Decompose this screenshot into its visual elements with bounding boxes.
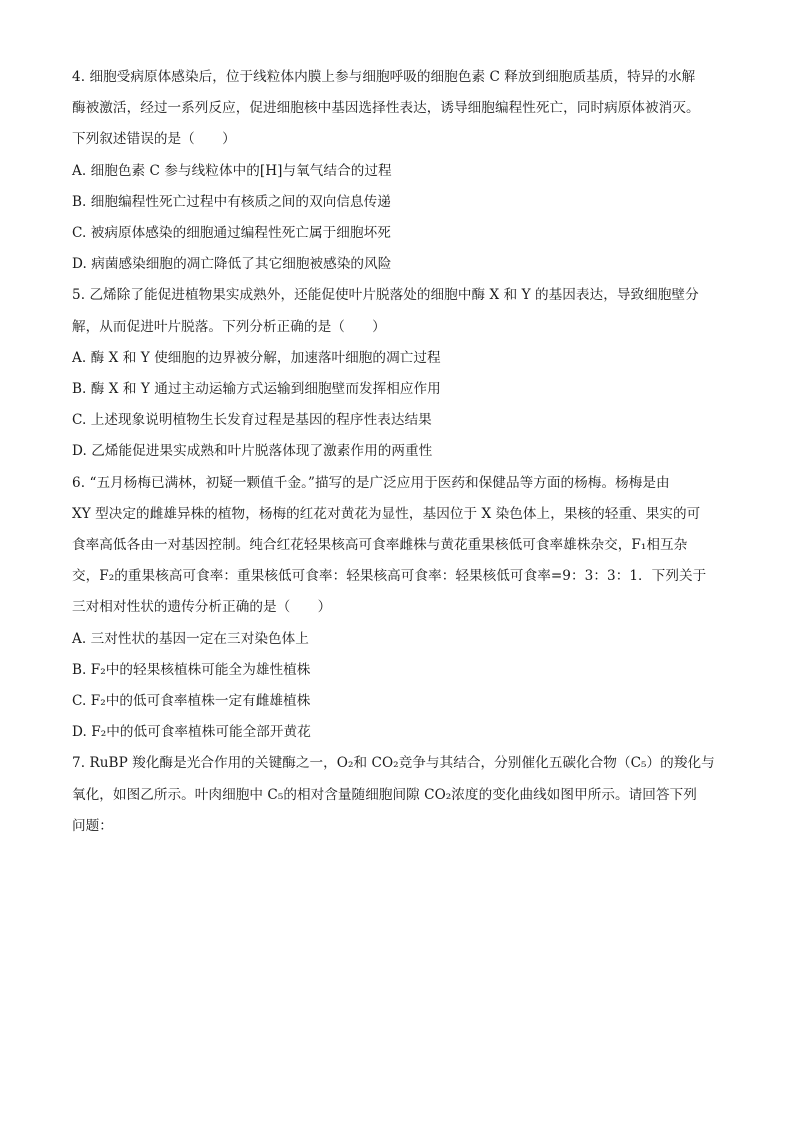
question-5-option-a: A. 酶 X 和 Y 使细胞的边界被分解，加速落叶细胞的凋亡过程 <box>72 349 441 366</box>
question-4-option-d: D. 病菌感染细胞的凋亡降低了其它细胞被感染的风险 <box>72 256 392 273</box>
question-6-option-d: D. F₂中的低可食率植株可能全部开黄花 <box>72 724 311 741</box>
question-7-stem-line-2: 氧化，如图乙所示。叶肉细胞中 C₅的相对含量随细胞间隙 CO₂浓度的变化曲线如图甲所示。请回答下列 <box>72 786 697 803</box>
question-5-option-c: C. 上述现象说明植物生长发育过程是基因的程序性表达结果 <box>72 412 432 429</box>
question-7-stem-line-1: 7. RuBP 羧化酶是光合作用的关键酶之一，O₂和 CO₂竞争与其结合，分别催化五碳化合物（C₅）的羧化与 <box>72 755 715 772</box>
question-6-option-b: B. F₂中的轻果核植株可能全为雄性植株 <box>72 661 311 678</box>
question-7-stem-line-3: 问题： <box>72 817 113 834</box>
question-4-option-c: C. 被病原体感染的细胞通过编程性死亡属于细胞坏死 <box>72 225 391 242</box>
question-6-stem-line-2: XY 型决定的雌雄异株的植物，杨梅的红花对黄花为显性，基因位于 X 染色体上，果核的轻重、果实的可 <box>72 505 701 522</box>
question-6-option-a: A. 三对性状的基因一定在三对染色体上 <box>72 630 309 647</box>
question-6-stem-line-5: 三对相对性状的遗传分析正确的是（ ） <box>72 599 332 616</box>
question-6-stem-line-4: 交，F₂的重果核高可食率：重果核低可食率：轻果核高可食率：轻果核低可食率=9：3：3：1．下列关于 <box>72 568 707 585</box>
question-5-stem-line-2: 解，从而促进叶片脱落。下列分析正确的是（ ） <box>72 318 386 335</box>
document-page <box>72 62 724 842</box>
question-4-stem-line-1: 4. 细胞受病原体感染后，位于线粒体内膜上参与细胞呼吸的细胞色素 C 释放到细胞质基质，特异的水解 <box>72 69 696 85</box>
question-7 <box>72 748 724 842</box>
question-6-option-c: C. F₂中的低可食率植株一定有雌雄植株 <box>72 693 311 710</box>
question-5-stem-line-1: 5. 乙烯除了能促进植物果实成熟外，还能促使叶片脱落处的细胞中酶 X 和 Y 的基因表达，导致细胞壁分 <box>72 287 699 304</box>
question-5-option-b: B. 酶 X 和 Y 通过主动运输方式运输到细胞壁而发挥相应作用 <box>72 381 441 398</box>
question-4 <box>72 62 724 280</box>
question-4-option-b: B. 细胞编程性死亡过程中有核质之间的双向信息传递 <box>72 193 391 210</box>
question-6 <box>72 468 724 749</box>
question-4-stem-line-2: 酶被激活，经过一系列反应，促进细胞核中基因选择性表达，诱导细胞编程性死亡，同时病原体被消灭。 <box>72 100 700 117</box>
question-6-stem-line-3: 食率高低各由一对基因控制。纯合红花轻果核高可食率雌株与黄花重果核低可食率雄株杂交，F₁相互杂 <box>72 537 688 554</box>
question-4-option-a: A. 细胞色素 C 参与线粒体中的[H]与氧气结合的过程 <box>72 162 392 179</box>
question-5-option-d: D. 乙烯能促进果实成熟和叶片脱落体现了激素作用的两重性 <box>72 443 433 460</box>
question-6-stem-line-1: 6. “五月杨梅已满林，初疑一颗值千金。”描写的是广泛应用于医药和保健品等方面的杨梅。杨梅是由 <box>72 474 670 491</box>
question-4-stem-line-3: 下列叙述错误的是（ ） <box>72 131 236 148</box>
question-5 <box>72 280 724 467</box>
